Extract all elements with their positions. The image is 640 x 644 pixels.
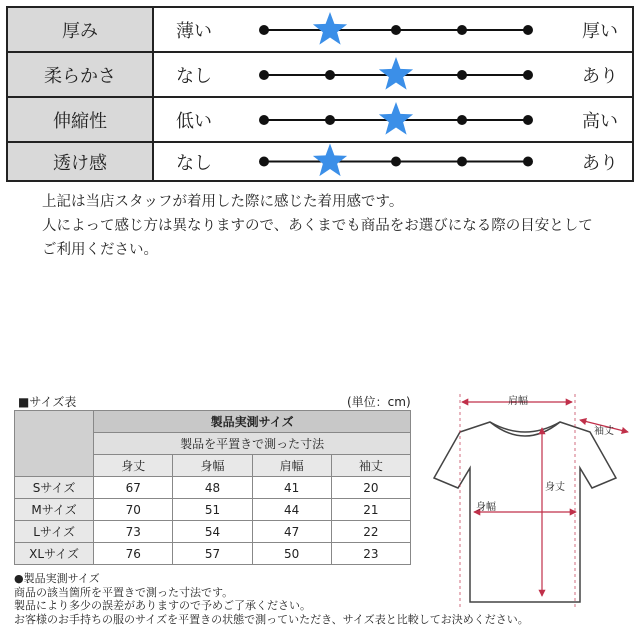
size-value: 73 — [94, 521, 173, 543]
note-line: 人によって感じ方は異なりますので、あくまでも商品をお選びになる際の目安として — [42, 218, 593, 234]
size-value: 21 — [331, 499, 410, 521]
level-star-icon — [313, 12, 347, 45]
column-header: 袖丈 — [331, 455, 410, 477]
size-value: 67 — [94, 477, 173, 499]
level-star-icon — [313, 144, 347, 177]
size-value: 47 — [252, 521, 331, 543]
note-line: ご利用ください。 — [42, 242, 158, 258]
footnote-line: ●製品実測サイズ — [14, 572, 100, 585]
footnote-line: お客様のお手持ちの服のサイズを平置きの状態で測っていただき、サイズ表と比較してお決めください。 — [14, 612, 529, 626]
shoulder-label: 肩幅 — [508, 396, 528, 407]
size-value: 50 — [252, 543, 331, 565]
tshirt-svg — [410, 380, 640, 640]
column-header: 肩幅 — [252, 455, 331, 477]
sleeve-label: 袖丈 — [594, 426, 614, 437]
column-header: 身幅 — [173, 455, 252, 477]
size-value: 70 — [94, 499, 173, 521]
size-table — [14, 410, 411, 565]
scale-dot — [457, 115, 467, 125]
table-row — [15, 499, 411, 521]
feel-high-label: 高い — [582, 111, 618, 132]
scale-dot — [259, 70, 269, 80]
column-header: 身丈 — [94, 455, 173, 477]
feel-category: 伸縮性 — [8, 98, 154, 142]
feel-scale — [246, 53, 546, 97]
feel-category: 柔らかさ — [8, 53, 154, 97]
feel-scale — [246, 143, 546, 180]
feel-scale — [246, 98, 546, 142]
feel-table — [6, 6, 634, 182]
scale-dot — [259, 25, 269, 35]
feel-category: 透け感 — [8, 143, 154, 180]
feel-low-label: 薄い — [176, 21, 212, 42]
scale-dot — [457, 70, 467, 80]
scale-dot — [259, 157, 269, 167]
scale-dot — [325, 115, 335, 125]
table-row — [15, 477, 411, 499]
size-value: 44 — [252, 499, 331, 521]
size-value: 41 — [252, 477, 331, 499]
table-row — [15, 543, 411, 565]
scale-dot — [523, 115, 533, 125]
feel-row-thickness — [8, 8, 632, 52]
feel-high-label: あり — [582, 66, 618, 87]
size-value: 48 — [173, 477, 252, 499]
size-value: 22 — [331, 521, 410, 543]
size-value: 54 — [173, 521, 252, 543]
feel-low-label: 低い — [176, 111, 212, 132]
length-label: 身丈 — [545, 482, 565, 493]
note-line: 上記は当店スタッフが着用した際に感じた着用感です。 — [42, 194, 404, 210]
size-label: Lサイズ — [15, 521, 94, 543]
footnote-line: 商品の該当箇所を平置きで測った寸法です。 — [14, 585, 234, 599]
size-label: Mサイズ — [15, 499, 94, 521]
size-label: XLサイズ — [15, 543, 94, 565]
footnote-line: 製品により多少の誤差がありますので予めご了承ください。 — [14, 599, 311, 612]
scale-dot — [523, 70, 533, 80]
size-value: 20 — [331, 477, 410, 499]
size-value: 23 — [331, 543, 410, 565]
size-table-unit: (単位：cm) — [347, 395, 411, 409]
scale-dot — [391, 157, 401, 167]
tshirt-diagram — [410, 380, 640, 640]
scale-dot — [391, 25, 401, 35]
feel-low-label: なし — [176, 66, 212, 87]
level-star-icon — [379, 57, 413, 90]
scale-dot — [325, 70, 335, 80]
size-value: 57 — [173, 543, 252, 565]
feel-row-softness — [8, 53, 632, 97]
size-table-title: ■サイズ表 — [18, 395, 77, 409]
feel-low-label: なし — [176, 152, 212, 174]
size-table-subheader: 製品を平置きで測った寸法 — [94, 433, 411, 455]
feel-row-stretch — [8, 98, 632, 142]
scale-dot — [523, 25, 533, 35]
scale-dot — [259, 115, 269, 125]
scale-dot — [523, 157, 533, 167]
feel-category: 厚み — [8, 8, 154, 52]
feel-high-label: あり — [582, 152, 618, 174]
scale-dot — [457, 25, 467, 35]
feel-scale — [246, 8, 546, 52]
corner-cell — [15, 411, 94, 477]
size-value: 51 — [173, 499, 252, 521]
size-label: Sサイズ — [15, 477, 94, 499]
feel-row-sheerness — [8, 143, 632, 180]
size-value: 76 — [94, 543, 173, 565]
feel-high-label: 厚い — [582, 21, 618, 42]
feel-note — [42, 190, 593, 262]
level-star-icon — [379, 102, 413, 135]
size-table-header: 製品実測サイズ — [94, 411, 411, 433]
scale-dot — [457, 157, 467, 167]
table-row — [15, 521, 411, 543]
width-label: 身幅 — [476, 502, 496, 513]
